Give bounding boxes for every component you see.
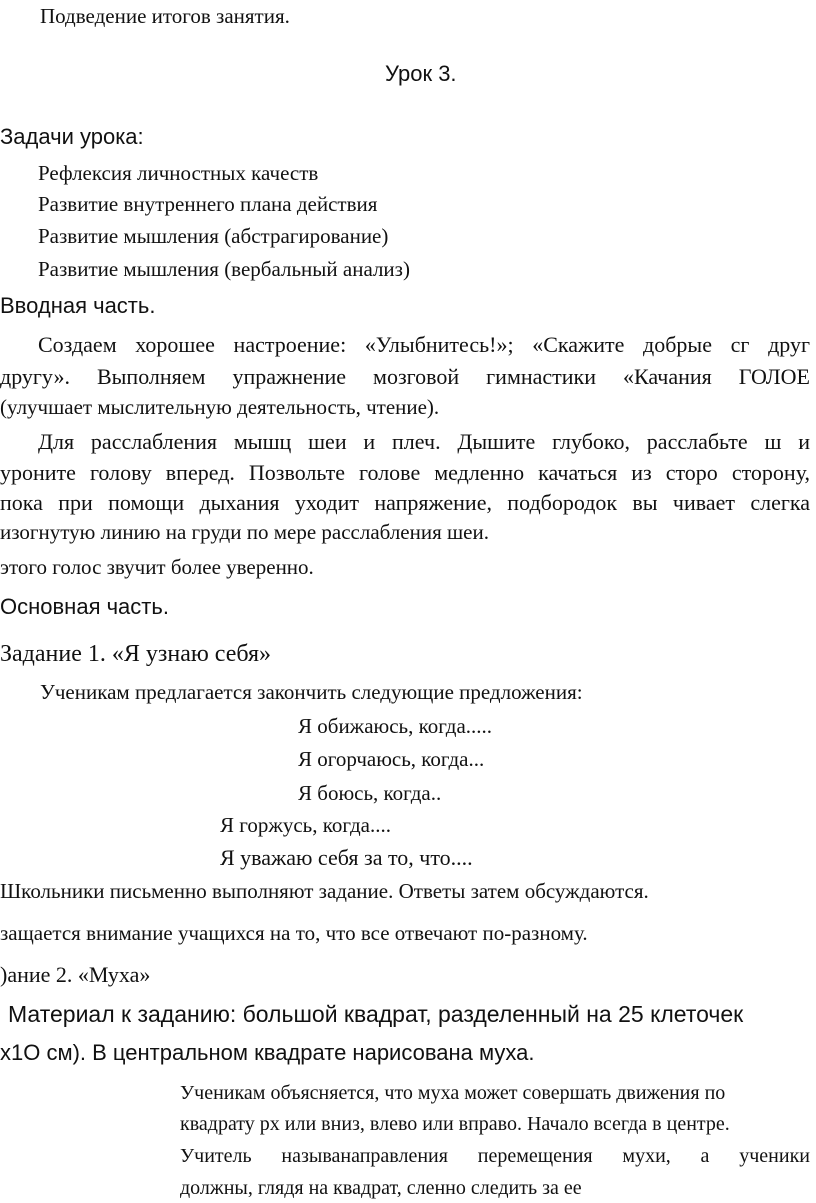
- task1-instruction: Ученикам предлагается закончить следующие предложения:: [40, 680, 583, 704]
- intro-p2-line-1: Для расслабления мышц шеи и плеч. Дышите глубоко, расслабьте ш и: [38, 429, 810, 454]
- intro-p2-line-4: изогнутую линию на груди по мере расслабления шеи.: [0, 520, 489, 544]
- task1-note-2: защается внимание учащихся на то, что все отвечают по-разному.: [0, 921, 588, 945]
- task-item-4: Развитие мышления (вербальный анализ): [38, 257, 410, 281]
- task2-title: )ание 2. «Муха»: [0, 962, 151, 987]
- task2-material-line-2: х1О см). В центральном квадрате нарисована муха.: [0, 1040, 535, 1065]
- summary-line: Подведение итогов занятия.: [40, 4, 290, 28]
- task1-note-1: Школьники письменно выполняют задание. Ответы затем обсуждаются.: [0, 879, 649, 903]
- task2-material-line-1: Материал к заданию: большой квадрат, разделенный на 25 клеточек: [8, 1001, 744, 1027]
- intro-p1-line-1: Создаем хорошее настроение: «Улыбнитесь!»; «Скажите добрые сг друг: [38, 332, 810, 357]
- phrase-1: Я обижаюсь, когда.....: [298, 714, 493, 738]
- phrase-4: Я горжусь, когда....: [220, 813, 391, 837]
- lesson-title: Урок 3.: [385, 61, 457, 86]
- intro-p2-line-2: уроните голову вперед. Позвольте голове медленно качаться из сторо сторону,: [0, 460, 810, 485]
- intro-heading: Вводная часть.: [0, 293, 156, 318]
- intro-p1-line-3: (улучшает мыслительную деятельность, чтение).: [0, 395, 440, 419]
- intro-p2-line-5: этого голос звучит более уверенно.: [0, 555, 314, 579]
- task2-para-line-4: должны, глядя на квадрат, сленно следить за ее: [180, 1177, 582, 1199]
- task2-para-line-1: Ученикам объясняется, что муха может совершать движения по: [180, 1082, 726, 1104]
- task-item-2: Развитие внутреннего плана действия: [38, 192, 378, 216]
- intro-p1-line-2: другу». Выполняем упражнение мозговой гимнастики «Качания ГОЛОЕ: [0, 364, 810, 389]
- task2-para-line-2: квадрату рх или вниз, влево или вправо. Начало всегда в центре.: [180, 1113, 730, 1135]
- main-heading: Основная часть.: [0, 594, 169, 619]
- task1-title: Задание 1. «Я узнаю себя»: [0, 641, 272, 667]
- intro-p2-line-3: пока при помощи дыхания уходит напряжение, подбородок вы чивает слегка: [0, 490, 810, 515]
- phrase-2: Я огорчаюсь, когда...: [298, 747, 485, 771]
- phrase-5: Я уважаю себя за то, что....: [220, 845, 473, 870]
- task-item-3: Развитие мышления (абстрагирование): [38, 224, 389, 248]
- phrase-3: Я боюсь, когда..: [298, 781, 442, 805]
- tasks-heading: Задачи урока:: [0, 124, 144, 149]
- task-item-1: Рефлексия личностных качеств: [38, 161, 319, 185]
- task2-para-line-3: Учитель называнаправления перемещения мухи, а ученики: [180, 1145, 810, 1167]
